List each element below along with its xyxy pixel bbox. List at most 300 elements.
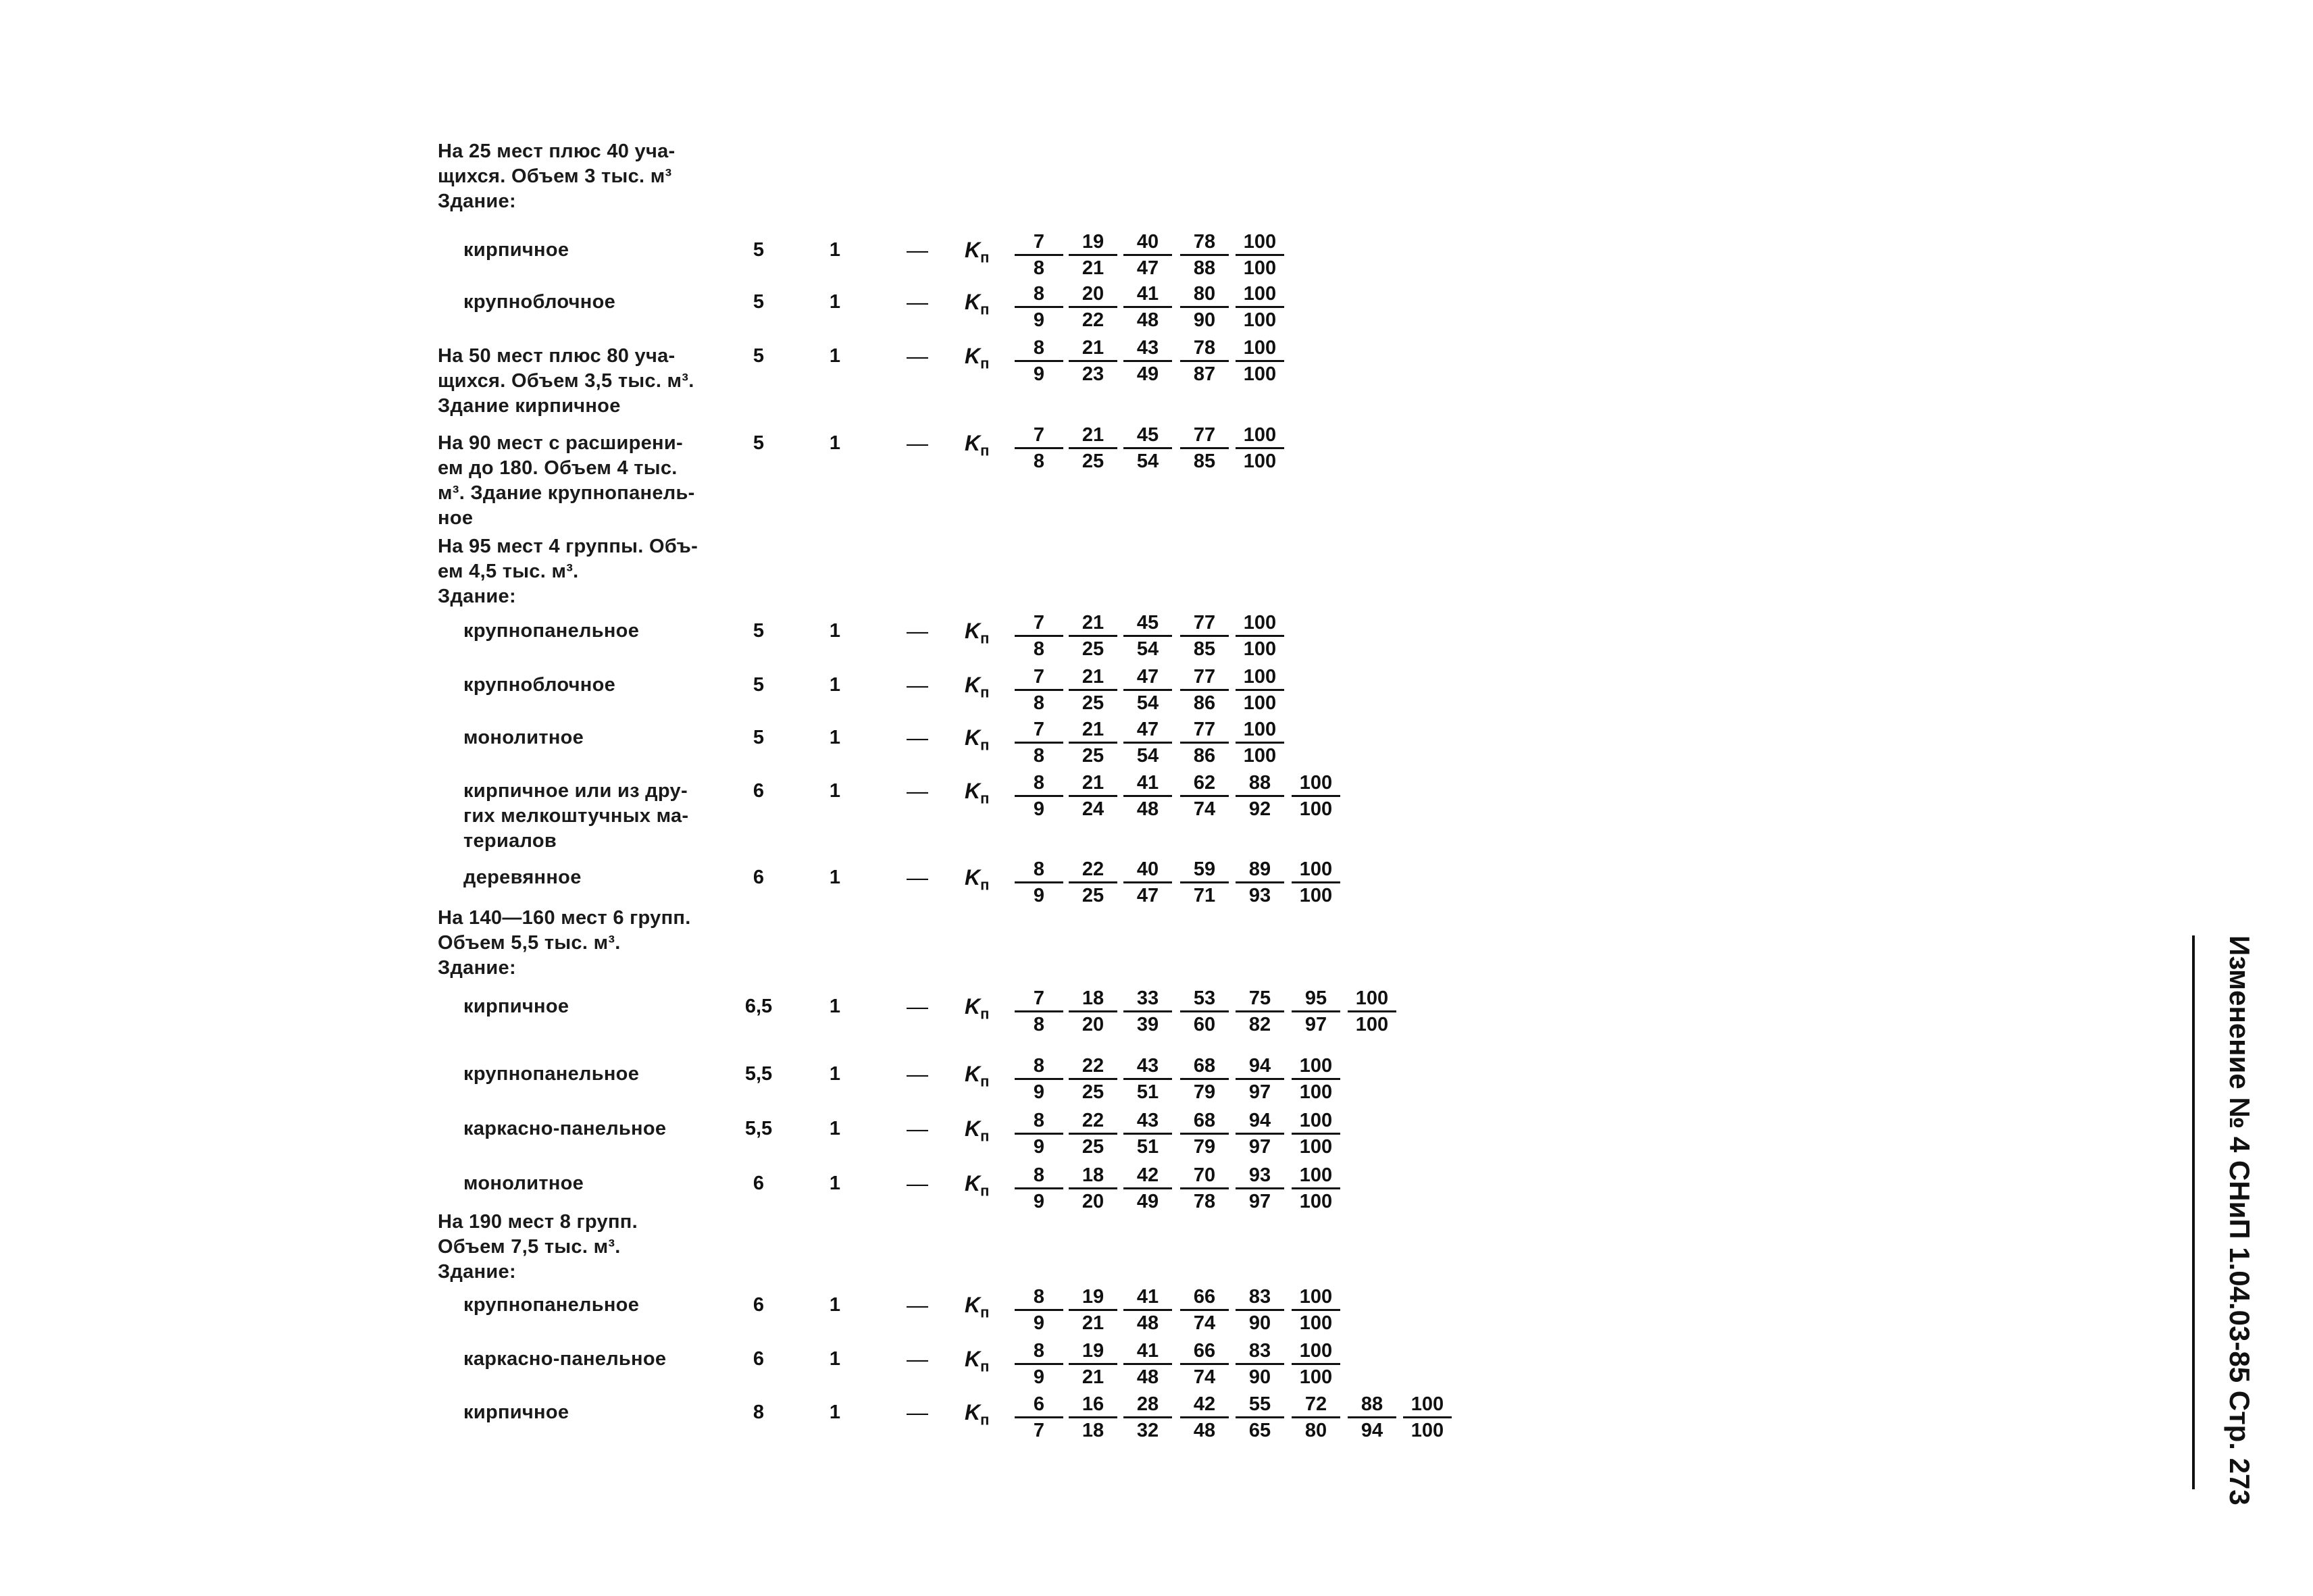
dash-mark: —: [907, 779, 928, 803]
numerator: 7: [1015, 230, 1063, 256]
numerator: 21: [1069, 423, 1117, 449]
value-1: 5,5: [744, 1118, 773, 1139]
row-name-line: кирпичное: [463, 996, 569, 1017]
value-2: 1: [829, 239, 841, 261]
row-name: [463, 619, 720, 644]
value-1: 5,5: [744, 1063, 773, 1085]
group-heading: [438, 139, 721, 214]
fraction: [1123, 336, 1172, 386]
numerator: 94: [1236, 1108, 1284, 1135]
dash-mark: —: [907, 344, 928, 368]
kp-subscript: п: [980, 1358, 990, 1375]
row-name-line: На 50 мест плюс 80 уча-: [438, 345, 676, 367]
value-2: 1: [829, 674, 841, 696]
row-name-line: деревянное: [463, 867, 582, 888]
row-name-line: щихся. Объем 3,5 тыс. м³.: [438, 370, 694, 392]
denominator: 24: [1082, 798, 1104, 820]
numerator: 100: [1292, 1108, 1340, 1135]
fraction: [1123, 1108, 1172, 1159]
denominator: 100: [1243, 692, 1277, 714]
fraction: [1069, 717, 1117, 768]
denominator: 71: [1193, 885, 1216, 906]
denominator: 85: [1193, 451, 1216, 472]
denominator: 9: [1033, 1191, 1045, 1212]
fraction: [1069, 1339, 1117, 1389]
value-1: 5: [753, 432, 765, 454]
kp-symbol: [965, 1293, 989, 1324]
kp-symbol: [965, 725, 989, 757]
kp-subscript: п: [980, 1127, 990, 1145]
row-name: [438, 344, 721, 419]
numerator: 55: [1236, 1392, 1284, 1418]
numerator: 100: [1236, 282, 1284, 308]
value-1: 5: [753, 239, 765, 261]
denominator: 48: [1136, 1312, 1159, 1334]
fraction: [1403, 1392, 1452, 1443]
group-heading: [438, 1210, 721, 1285]
denominator: 25: [1082, 1136, 1104, 1158]
denominator: 100: [1243, 745, 1277, 767]
numerator: 66: [1180, 1285, 1229, 1311]
kp-subscript: п: [980, 1073, 990, 1090]
value-2: 1: [829, 345, 841, 367]
numerator: 43: [1123, 1108, 1172, 1135]
numerator: 16: [1069, 1392, 1117, 1418]
dash-mark: —: [907, 725, 928, 750]
heading-line: На 95 мест 4 группы. Объ-: [438, 536, 698, 557]
row-name: [463, 290, 720, 315]
denominator: 90: [1248, 1312, 1271, 1334]
fraction: [1236, 717, 1284, 768]
dash-mark: —: [907, 238, 928, 262]
kp-letter: K: [965, 1347, 981, 1371]
fraction: [1069, 611, 1117, 661]
value-2: 1: [829, 1173, 841, 1194]
numerator: 21: [1069, 717, 1117, 744]
denominator: 86: [1193, 692, 1216, 714]
value-1: 6,5: [744, 996, 773, 1017]
dash-mark: —: [907, 1116, 928, 1141]
fraction: [1015, 665, 1063, 715]
kp-subscript: п: [980, 442, 990, 459]
denominator: 93: [1248, 885, 1271, 906]
heading-line: ем 4,5 тыс. м³.: [438, 561, 579, 582]
value-2: 1: [829, 1118, 841, 1139]
fraction: [1123, 282, 1172, 332]
value-1: 5: [753, 345, 765, 367]
kp-symbol: [965, 779, 989, 810]
fraction: [1292, 771, 1340, 821]
numerator: 78: [1180, 230, 1229, 256]
row-name-line: кирпичное: [463, 1401, 569, 1423]
kp-letter: K: [965, 865, 981, 890]
denominator: 100: [1299, 798, 1333, 820]
kp-symbol: [965, 431, 989, 463]
numerator: 8: [1015, 336, 1063, 362]
fraction: [1015, 1339, 1063, 1389]
fraction: [1069, 1108, 1117, 1159]
fraction: [1180, 665, 1229, 715]
fraction: [1236, 1285, 1284, 1335]
row-name-line: кирпичное: [463, 239, 569, 261]
denominator: 100: [1299, 1312, 1333, 1334]
fraction: [1123, 1392, 1172, 1443]
fraction: [1015, 771, 1063, 821]
numerator: 100: [1292, 1163, 1340, 1189]
numerator: 83: [1236, 1285, 1284, 1311]
denominator: 92: [1248, 798, 1271, 820]
denominator: 97: [1304, 1014, 1327, 1035]
denominator: 85: [1193, 638, 1216, 660]
fraction: [1236, 282, 1284, 332]
denominator: 47: [1136, 885, 1159, 906]
denominator: 48: [1193, 1420, 1216, 1441]
dash-mark: —: [907, 1293, 928, 1317]
denominator: 65: [1248, 1420, 1271, 1441]
denominator: 100: [1299, 1191, 1333, 1212]
denominator: 54: [1136, 692, 1159, 714]
row-name-line: крупнопанельное: [463, 1063, 640, 1085]
fraction: [1069, 857, 1117, 908]
fraction: [1069, 1054, 1117, 1104]
denominator: 80: [1304, 1420, 1327, 1441]
denominator: 97: [1248, 1191, 1271, 1212]
value-2: 1: [829, 620, 841, 642]
fraction: [1069, 665, 1117, 715]
row-name-line: крупнопанельное: [463, 1294, 640, 1316]
value-1: 5: [753, 620, 765, 642]
numerator: 77: [1180, 717, 1229, 744]
fraction: [1180, 771, 1229, 821]
numerator: 77: [1180, 665, 1229, 691]
denominator: 25: [1082, 885, 1104, 906]
numerator: 40: [1123, 230, 1172, 256]
numerator: 47: [1123, 665, 1172, 691]
row-name: [463, 238, 720, 263]
fraction: [1015, 1285, 1063, 1335]
fraction: [1180, 1163, 1229, 1214]
numerator: 100: [1236, 230, 1284, 256]
fraction: [1069, 1392, 1117, 1443]
fraction: [1180, 1285, 1229, 1335]
fraction: [1069, 423, 1117, 473]
fraction: [1348, 986, 1396, 1037]
fraction: [1015, 611, 1063, 661]
fraction: [1236, 1108, 1284, 1159]
denominator: 100: [1299, 1366, 1333, 1388]
denominator: 88: [1193, 257, 1216, 279]
kp-letter: K: [965, 1293, 981, 1317]
denominator: 21: [1082, 1312, 1104, 1334]
numerator: 62: [1180, 771, 1229, 797]
row-name-line: На 90 мест с расширени-: [438, 432, 683, 454]
fraction: [1069, 1285, 1117, 1335]
denominator: 20: [1082, 1191, 1104, 1212]
numerator: 7: [1015, 986, 1063, 1012]
kp-subscript: п: [980, 736, 990, 754]
fraction: [1236, 771, 1284, 821]
row-name-line: крупноблочное: [463, 291, 616, 313]
numerator: 41: [1123, 1285, 1172, 1311]
numerator: 100: [1236, 611, 1284, 637]
kp-letter: K: [965, 619, 981, 643]
numerator: 40: [1123, 857, 1172, 883]
fraction: [1180, 1339, 1229, 1389]
fraction: [1180, 230, 1229, 280]
fraction: [1180, 717, 1229, 768]
fraction: [1123, 611, 1172, 661]
denominator: 9: [1033, 1081, 1045, 1103]
value-1: 6: [753, 780, 765, 802]
numerator: 43: [1123, 336, 1172, 362]
numerator: 68: [1180, 1054, 1229, 1080]
kp-letter: K: [965, 1116, 981, 1141]
numerator: 100: [1292, 1285, 1340, 1311]
denominator: 8: [1033, 745, 1045, 767]
fraction: [1292, 1339, 1340, 1389]
numerator: 8: [1015, 1285, 1063, 1311]
value-2: 1: [829, 780, 841, 802]
value-2: 1: [829, 1348, 841, 1370]
row-name: [463, 1293, 720, 1318]
fraction: [1069, 230, 1117, 280]
kp-letter: K: [965, 431, 981, 455]
fraction: [1123, 665, 1172, 715]
denominator: 9: [1033, 1366, 1045, 1388]
fraction: [1123, 857, 1172, 908]
numerator: 45: [1123, 423, 1172, 449]
fraction: [1123, 717, 1172, 768]
fraction: [1180, 857, 1229, 908]
numerator: 41: [1123, 1339, 1172, 1365]
numerator: 8: [1015, 1339, 1063, 1365]
denominator: 32: [1136, 1420, 1159, 1441]
denominator: 25: [1082, 692, 1104, 714]
fraction: [1180, 611, 1229, 661]
row-name: [463, 1116, 720, 1141]
denominator: 9: [1033, 1136, 1045, 1158]
denominator: 100: [1299, 1081, 1333, 1103]
denominator: 94: [1361, 1420, 1383, 1441]
fraction: [1015, 1054, 1063, 1104]
value-2: 1: [829, 1063, 841, 1085]
numerator: 47: [1123, 717, 1172, 744]
fraction: [1236, 665, 1284, 715]
denominator: 100: [1243, 638, 1277, 660]
kp-symbol: [965, 344, 989, 376]
kp-subscript: п: [980, 301, 990, 318]
dash-mark: —: [907, 619, 928, 643]
kp-letter: K: [965, 290, 981, 314]
row-name: [438, 431, 721, 531]
fraction: [1015, 986, 1063, 1037]
numerator: 100: [1236, 665, 1284, 691]
numerator: 8: [1015, 1054, 1063, 1080]
denominator: 8: [1033, 638, 1045, 660]
numerator: 53: [1180, 986, 1229, 1012]
numerator: 77: [1180, 423, 1229, 449]
fraction: [1180, 986, 1229, 1037]
denominator: 100: [1243, 363, 1277, 385]
fraction: [1348, 1392, 1396, 1443]
denominator: 20: [1082, 1014, 1104, 1035]
numerator: 100: [1348, 986, 1396, 1012]
value-1: 6: [753, 1348, 765, 1370]
numerator: 88: [1348, 1392, 1396, 1418]
denominator: 25: [1082, 451, 1104, 472]
heading-line: щихся. Объем 3 тыс. м³: [438, 165, 672, 187]
numerator: 6: [1015, 1392, 1063, 1418]
kp-subscript: п: [980, 684, 990, 701]
denominator: 90: [1248, 1366, 1271, 1388]
denominator: 74: [1193, 1312, 1216, 1334]
fraction: [1015, 282, 1063, 332]
numerator: 8: [1015, 857, 1063, 883]
value-2: 1: [829, 996, 841, 1017]
dash-mark: —: [907, 1347, 928, 1371]
numerator: 77: [1180, 611, 1229, 637]
kp-symbol: [965, 1347, 989, 1379]
row-name: [463, 1171, 720, 1196]
numerator: 22: [1069, 1108, 1117, 1135]
denominator: 8: [1033, 692, 1045, 714]
numerator: 100: [1292, 771, 1340, 797]
row-name: [463, 725, 720, 750]
value-2: 1: [829, 291, 841, 313]
fraction: [1069, 336, 1117, 386]
denominator: 100: [1243, 257, 1277, 279]
numerator: 70: [1180, 1163, 1229, 1189]
fraction: [1180, 1392, 1229, 1443]
dash-mark: —: [907, 1171, 928, 1195]
value-2: 1: [829, 1401, 841, 1423]
numerator: 41: [1123, 771, 1172, 797]
numerator: 20: [1069, 282, 1117, 308]
heading-line: На 140—160 мест 6 групп.: [438, 907, 691, 929]
numerator: 8: [1015, 282, 1063, 308]
fraction: [1069, 986, 1117, 1037]
kp-subscript: п: [980, 249, 990, 266]
denominator: 21: [1082, 257, 1104, 279]
kp-subscript: п: [980, 1005, 990, 1023]
row-name-line: м³. Здание крупнопанель-: [438, 482, 695, 504]
denominator: 100: [1410, 1420, 1444, 1441]
fraction: [1236, 986, 1284, 1037]
denominator: 23: [1082, 363, 1104, 385]
denominator: 90: [1193, 309, 1216, 331]
denominator: 25: [1082, 1081, 1104, 1103]
kp-symbol: [965, 290, 989, 321]
numerator: 21: [1069, 771, 1117, 797]
denominator: 9: [1033, 363, 1045, 385]
numerator: 19: [1069, 1285, 1117, 1311]
numerator: 8: [1015, 1108, 1063, 1135]
row-name: [463, 1400, 720, 1425]
kp-letter: K: [965, 673, 981, 697]
denominator: 54: [1136, 745, 1159, 767]
kp-subscript: п: [980, 790, 990, 807]
fraction: [1180, 423, 1229, 473]
denominator: 87: [1193, 363, 1216, 385]
denominator: 7: [1033, 1420, 1045, 1441]
numerator: 100: [1292, 1339, 1340, 1365]
denominator: 9: [1033, 309, 1045, 331]
numerator: 88: [1236, 771, 1284, 797]
fraction: [1236, 230, 1284, 280]
denominator: 97: [1248, 1136, 1271, 1158]
kp-letter: K: [965, 1062, 981, 1086]
numerator: 28: [1123, 1392, 1172, 1418]
fraction: [1236, 423, 1284, 473]
numerator: 83: [1236, 1339, 1284, 1365]
fraction: [1123, 1163, 1172, 1214]
denominator: 100: [1299, 885, 1333, 906]
fraction: [1236, 336, 1284, 386]
denominator: 78: [1193, 1191, 1216, 1212]
numerator: 43: [1123, 1054, 1172, 1080]
denominator: 97: [1248, 1081, 1271, 1103]
numerator: 33: [1123, 986, 1172, 1012]
kp-subscript: п: [980, 355, 990, 372]
heading-line: Здание:: [438, 1261, 516, 1283]
kp-letter: K: [965, 344, 981, 368]
numerator: 78: [1180, 336, 1229, 362]
fraction: [1236, 611, 1284, 661]
fraction: [1123, 986, 1172, 1037]
numerator: 18: [1069, 1163, 1117, 1189]
numerator: 42: [1123, 1163, 1172, 1189]
numerator: 22: [1069, 857, 1117, 883]
fraction: [1236, 1054, 1284, 1104]
row-name-line: крупнопанельное: [463, 620, 640, 642]
numerator: 19: [1069, 1339, 1117, 1365]
kp-symbol: [965, 673, 989, 704]
row-name-line: кирпичное или из дру-: [463, 780, 688, 802]
numerator: 100: [1236, 423, 1284, 449]
numerator: 21: [1069, 611, 1117, 637]
denominator: 9: [1033, 885, 1045, 906]
heading-line: На 25 мест плюс 40 уча-: [438, 140, 676, 162]
denominator: 22: [1082, 309, 1104, 331]
fraction: [1292, 1392, 1340, 1443]
fraction: [1015, 1392, 1063, 1443]
fraction: [1180, 282, 1229, 332]
numerator: 100: [1292, 1054, 1340, 1080]
denominator: 9: [1033, 1312, 1045, 1334]
kp-letter: K: [965, 238, 981, 262]
fraction: [1015, 423, 1063, 473]
denominator: 79: [1193, 1081, 1216, 1103]
denominator: 21: [1082, 1366, 1104, 1388]
fraction: [1180, 1108, 1229, 1159]
kp-letter: K: [965, 725, 981, 750]
fraction: [1292, 1054, 1340, 1104]
denominator: 100: [1243, 309, 1277, 331]
denominator: 25: [1082, 745, 1104, 767]
fraction: [1123, 1339, 1172, 1389]
denominator: 82: [1248, 1014, 1271, 1035]
numerator: 8: [1015, 771, 1063, 797]
side-page-title: Изменение № 4 СНиП 1.04.03-85 Стр. 273: [2192, 935, 2260, 1489]
row-name-line: Здание кирпичное: [438, 395, 621, 417]
dash-mark: —: [907, 290, 928, 314]
fraction: [1292, 1285, 1340, 1335]
row-name: [463, 779, 720, 854]
value-1: 5: [753, 674, 765, 696]
value-1: 5: [753, 291, 765, 313]
denominator: 48: [1136, 309, 1159, 331]
fraction: [1015, 857, 1063, 908]
